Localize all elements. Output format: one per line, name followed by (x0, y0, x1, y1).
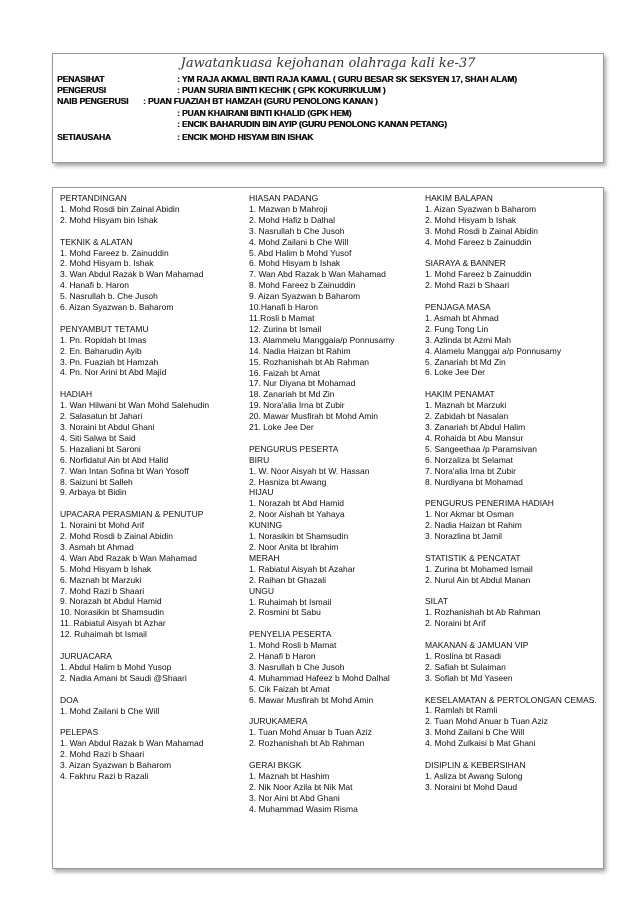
member-item: 2. Zabidah bt Nasalan (425, 411, 509, 422)
section-heading: SIARAYA & BANNER (425, 258, 506, 269)
member-item: 1. Noraini bt Mohd Arif (60, 520, 145, 531)
subgroup-title: KUNING (249, 520, 283, 531)
section-heading: GERAI BKGK (249, 760, 302, 771)
section-heading: PERTANDINGAN (60, 193, 127, 203)
section-heading: UPACARA PERASMIAN & PENUTUP (60, 509, 204, 520)
member-item: 1. W. Noor Aisyah bt W. Hassan (249, 465, 370, 476)
member-item: 5. Nasrullah b. Che Jusoh (60, 291, 158, 302)
member-item: 2. Noraini bt Arif (425, 618, 486, 629)
section-gap (425, 542, 597, 553)
member-item: 2. Raihan bt Ghazali (249, 574, 327, 585)
member-item: 4. Mohd Fareez b Zainuddin (425, 236, 532, 247)
member-item: 1. Mohd Rosdi bin Zainal Abidin (60, 203, 180, 214)
section-heading: TEKNIK & ALATAN (60, 236, 133, 247)
member-item: 4. Alamelu Manggai a/p Ponnusamy (425, 345, 562, 356)
member-item: 20. Mawar Musfirah bt Mohd Amin (249, 411, 378, 422)
document-title: Jawatankuasa kejohanan olahraga kali ke-37 (180, 56, 476, 71)
member-item: 1. Asliza bt Awang Sulong (425, 770, 523, 781)
member-item: 3. Nasrullah b Che Jusoh (249, 225, 345, 236)
member-item: 4. Hanafi b. Haron (60, 280, 129, 291)
member-item: 8. Saizuni bt Salleh (60, 476, 133, 487)
member-item: 4. Mohd Zulkaisi b Mat Ghani (425, 738, 536, 749)
member-item: 4. Mohd Zailani b Che Will (249, 236, 349, 247)
member-item: 6. Mawar Musfirah bt Mohd Amin (249, 694, 374, 705)
member-item: 2. Mohd Hisyam b. Ishak (60, 258, 154, 269)
header-value: : PUAN SURIA BINTI KECHIK ( GPK KOKURIKULUM ) (177, 85, 386, 95)
member-item: 3. Mohd Rosdi b Zainal Abidin (425, 225, 538, 236)
member-item: 3. Wan Abdul Razak b Wan Mahamad (60, 269, 204, 280)
member-item: 7. Mohd Razi b Shaari (60, 585, 145, 596)
section-heading: MAKANAN & JAMUAN VIP (425, 640, 529, 651)
member-item: 7. Nora'alia Irna bt Zubir (425, 465, 516, 476)
member-item: 4. Muhammad Wasim Risma (249, 803, 358, 814)
member-item: 2. Rozhanishah bt Ab Rahman (249, 738, 365, 749)
member-item: 4. Wan Abd Razak b Wan Mahamad (60, 552, 197, 563)
member-item: 1. Rabiatul Aisyah bt Azahar (249, 563, 356, 574)
member-item: 1. Aizan Syazwan b Baharom (425, 203, 537, 214)
section-gap (425, 586, 597, 597)
member-item: 3. Sofiah bt Md Yaseen (425, 672, 513, 683)
member-item: 1. Norazah bt Abd Hamid (249, 498, 344, 509)
member-item: 2. Hasniza bt Awang (249, 476, 327, 487)
member-item: 1. Wan Abdul Razak b Wan Mahamad (60, 738, 204, 749)
member-item: 4. Rohaida bt Abu Mansur (425, 432, 524, 443)
member-item: 3. Nasrullah b Che Jusoh (249, 661, 345, 672)
member-item: 17. Nur Diyana bt Mohamad (249, 378, 356, 389)
member-item: 9. Arbaya bt Bidin (60, 487, 127, 498)
subgroup-title: UNGU (249, 585, 275, 596)
member-item: 16. Faizah bt Amat (249, 367, 320, 378)
section-heading: PENGURUS PENERIMA HADIAH (425, 498, 554, 509)
section-heading: JURUKAMERA (249, 716, 308, 727)
section-gap (249, 618, 395, 629)
member-item: 12. Ruhaimah bt Ismail (60, 629, 147, 640)
member-item: 2. Noor Anita bt Ibrahim (249, 541, 339, 552)
section-gap (60, 716, 209, 727)
member-item: 1. Norasikin bt Shamsudin (249, 531, 349, 542)
member-item: 7. Wan Intan Sofina bt Wan Yosoff (60, 465, 189, 476)
member-item: 5. Mohd Hisyam b Ishak (60, 563, 152, 574)
member-item: 3. Noraini bt Mohd Daud (425, 781, 518, 792)
section-heading: PENYAMBUT TETAMU (60, 323, 149, 334)
member-item: 1. Rozhanishah bt Ab Rahman (425, 607, 541, 618)
member-item: 5. Abd Halim b Mohd Yusof (249, 247, 352, 258)
member-item: 3. Asmah bt Ahmad (60, 541, 134, 552)
section-heading: PENJAGA MASA (425, 302, 491, 313)
member-item: 13. Alammelu Manggaia/p Ponnusamy (249, 334, 395, 345)
member-item: 9. Norazah bt Abdul Hamid (60, 596, 162, 607)
member-item: 3. Zanariah bt Abdul Halim (425, 421, 526, 432)
section-gap (425, 378, 597, 389)
member-item: 5. Cik Faizah bt Amat (249, 683, 330, 694)
member-item: 2. Mohd Rosdi b Zainal Abidin (60, 531, 173, 542)
member-item: 1. Nor Akmar bt Osman (425, 509, 514, 520)
section-gap (60, 640, 209, 651)
member-item: 1. Mohd Rosli b Mamat (249, 640, 337, 651)
member-item: 5. Hazaliani bt Saroni (60, 443, 141, 454)
member-item: 1. Asmah bt Ahmad (425, 312, 499, 323)
member-item: 2. Nadia Haizan bt Rahim (425, 520, 522, 531)
section-gap (425, 291, 597, 302)
member-item: 10.Hanafi b Haron (249, 302, 318, 313)
member-item: 3. Mohd Zailani b Che Will (425, 727, 525, 738)
section-gap (60, 226, 209, 237)
column-1 (60, 193, 209, 782)
member-item: 1. Ramlah bt Ramli (425, 705, 498, 716)
header-label: SETIAUSAHA (57, 132, 111, 142)
member-item: 2. En. Baharudin Ayib (60, 345, 142, 356)
section-heading: JURUACARA (60, 650, 112, 661)
member-item: 2. Nadia Amani bt Saudi @Shaari (60, 672, 187, 683)
member-item: 9. Aizan Syazwan b Baharom (249, 291, 361, 302)
section-gap (60, 378, 209, 389)
section-heading: PENGURUS PESERTA (249, 443, 339, 454)
member-item: 6. Norfidatul Ain bt Abd Halid (60, 454, 169, 465)
member-item: 1. Ruhaimah bt Ismail (249, 596, 332, 607)
member-item: 2. Fung Tong Lin (425, 323, 489, 334)
section-heading: HIASAN PADANG (249, 193, 319, 203)
member-item: 1. Mazwan b Mahroji (249, 203, 328, 214)
member-item: 3. Pn. Fuaziah bt Hamzah (60, 356, 159, 367)
member-item: 3. Noraini bt Abdul Ghani (60, 421, 155, 432)
member-item: 4. Pn. Nor Arini bt Abd Majid (60, 367, 167, 378)
section-gap (425, 487, 597, 498)
member-item: 2. Hanafi b Haron (249, 651, 316, 662)
header-value: : PUAN FUAZIAH BT HAMZAH (GURU PENOLONG KANAN ) (143, 96, 378, 106)
member-item: 1. Maznah bt Marzuki (425, 400, 507, 411)
section-heading: KESELAMATAN & PERTOLONGAN CEMAS. (425, 694, 597, 705)
member-item: 6. Maznah bt Marzuki (60, 574, 142, 585)
member-item: 1. Mohd Fareez b. Zainuddin (60, 247, 169, 258)
member-item: 7. Wan Abd Razak b Wan Mahamad (249, 269, 386, 280)
member-item: 4. Muhammad Hafeez b Mohd Dalhal (249, 672, 390, 683)
section-gap (425, 684, 597, 695)
subgroup-title: BIRU (249, 454, 270, 465)
section-heading: DISIPLIN & KEBERSIHAN (425, 759, 526, 770)
header-label: PENASIHAT (57, 74, 105, 84)
member-item: 3. Norazlina bt Jamil (425, 531, 503, 542)
member-item: 4. Fakhru Razi b Razali (60, 770, 149, 781)
member-item: 1. Mohd Fareez b Zainuddin (425, 269, 532, 280)
member-item: 2. Mohd Razi b Shaari (425, 280, 510, 291)
member-item: 6. Loke Jee Der (425, 367, 486, 378)
section-gap (249, 706, 395, 717)
header-value: : ENCIK MOHD HISYAM BIN ISHAK (177, 132, 314, 142)
member-item: 11. Rabiatul Aisyah bt Azhar (60, 618, 166, 629)
member-item: 1. Wan Hilwani bt Wan Mohd Salehudin (60, 400, 210, 411)
member-item: 3. Aizan Syazwan b Baharom (60, 760, 172, 771)
header-label: NAIB PENGERUSI (57, 96, 129, 106)
member-item: 2. Nik Noor Azila bt Nik Mat (249, 781, 353, 792)
member-item: 10. Norasikin bt Shamsudin (60, 607, 164, 618)
section-heading: DOA (60, 694, 79, 705)
member-item: 12. Zurina bt Ismail (249, 323, 322, 334)
member-item: 1. Abdul Halim b Mohd Yusop (60, 661, 172, 672)
member-item: 2. Mohd Hisyam bin Ishak (60, 214, 158, 225)
member-item: 1. Mohd Zailani b Che Will (60, 705, 160, 716)
section-heading: HAKIM BALAPAN (425, 193, 493, 203)
member-item: 1. Roslina bt Rasadi (425, 650, 502, 661)
member-item: 5. Zanariah bt Md Zin (425, 356, 506, 367)
member-item: 3. Azlinda bt Azmi Mah (425, 334, 511, 345)
member-item: 6. Mohd Hisyam b Ishak (249, 258, 341, 269)
member-item: 2. Mohd Razi b Shaari (60, 749, 145, 760)
member-item: 6. Aizan Syazwan b. Baharom (60, 302, 174, 313)
header-value: : ENCIK BAHARUDIN BIN AYIP (GURU PENOLONG KANAN PETANG) (177, 119, 447, 129)
member-item: 19. Nora'alia Irna bt Zubir (249, 400, 345, 411)
member-item: 21. Loke Jee Der (249, 422, 314, 433)
member-item: 18. Zanariah bt Md Zin (249, 389, 335, 400)
section-gap (425, 749, 597, 760)
member-item: 2. Noor Aishah bt Yahaya (249, 509, 345, 520)
section-heading: STATISTIK & PENCATAT (425, 552, 521, 563)
section-gap (60, 498, 209, 509)
member-item: 2. Tuan Mohd Anuar b Tuan Aziz (425, 716, 548, 727)
member-item: 2. Mohd Hisyam b Ishak (425, 214, 517, 225)
header-value: : YM RAJA AKMAL BINTI RAJA KAMAL ( GURU BESAR SK SEKSYEN 17, SHAH ALAM) (177, 74, 517, 84)
member-item: 2. Salasatun bt Jahari (60, 411, 143, 422)
member-item: 5. Sangeethaa /p Paramsivan (425, 443, 537, 454)
committee-list (52, 187, 604, 869)
member-item: 2. Rosmini bt Sabu (249, 607, 321, 618)
member-item: 8. Nurdiyana bt Mohamad (425, 476, 523, 487)
section-gap (425, 629, 597, 640)
section-gap (60, 684, 209, 695)
subgroup-title: MERAH (249, 552, 280, 563)
section-gap (249, 433, 395, 444)
member-item: 1. Zurina bt Mohamed Ismail (425, 563, 533, 574)
member-item: 4. Siti Salwa bt Said (60, 432, 136, 443)
member-item: 2. Safiah bt Sulaiman (425, 661, 506, 672)
section-gap (425, 248, 597, 259)
section-heading: PENYELIA PESERTA (249, 629, 332, 640)
member-item: 2. Nurul Ain bt Abdul Manan (425, 574, 531, 585)
section-heading: PELEPAS (60, 727, 99, 738)
member-item: 3. Nor Aini bt Abd Ghani (249, 792, 340, 803)
member-item: 1. Tuan Mohd Anuar b Tuan Aziz (249, 727, 372, 738)
subgroup-title: HIJAU (249, 487, 274, 498)
section-gap (249, 749, 395, 760)
member-item: 15. Rozhanishah bt Ab Rahman (249, 356, 370, 367)
header-label: PENGERUSI (57, 85, 106, 95)
section-gap (60, 313, 209, 324)
member-item: 11.Rosli b Mamat (249, 312, 315, 323)
section-heading: HADIAH (60, 389, 93, 400)
member-item: 6. Norzaliza bt Selamat (425, 454, 513, 465)
section-heading: HAKIM PENAMAT (425, 389, 495, 400)
section-heading: SILAT (425, 596, 448, 607)
member-item: 14. Nadia Haizan bt Rahim (249, 345, 351, 356)
member-item: 2. Mohd Hafiz b Dalhal (249, 214, 335, 225)
column-3 (425, 193, 597, 793)
member-item: 1. Pn. Ropidah bt Imas (60, 334, 147, 345)
member-item: 8. Mohd Fareez b Zainuddin (249, 280, 356, 291)
member-item: 1. Maznah bt Hashim (249, 770, 330, 781)
committee-header (52, 53, 604, 163)
header-value: : PUAN KHAIRANI BINTI KHALID (GPK HEM) (177, 108, 352, 118)
column-2 (249, 193, 395, 815)
